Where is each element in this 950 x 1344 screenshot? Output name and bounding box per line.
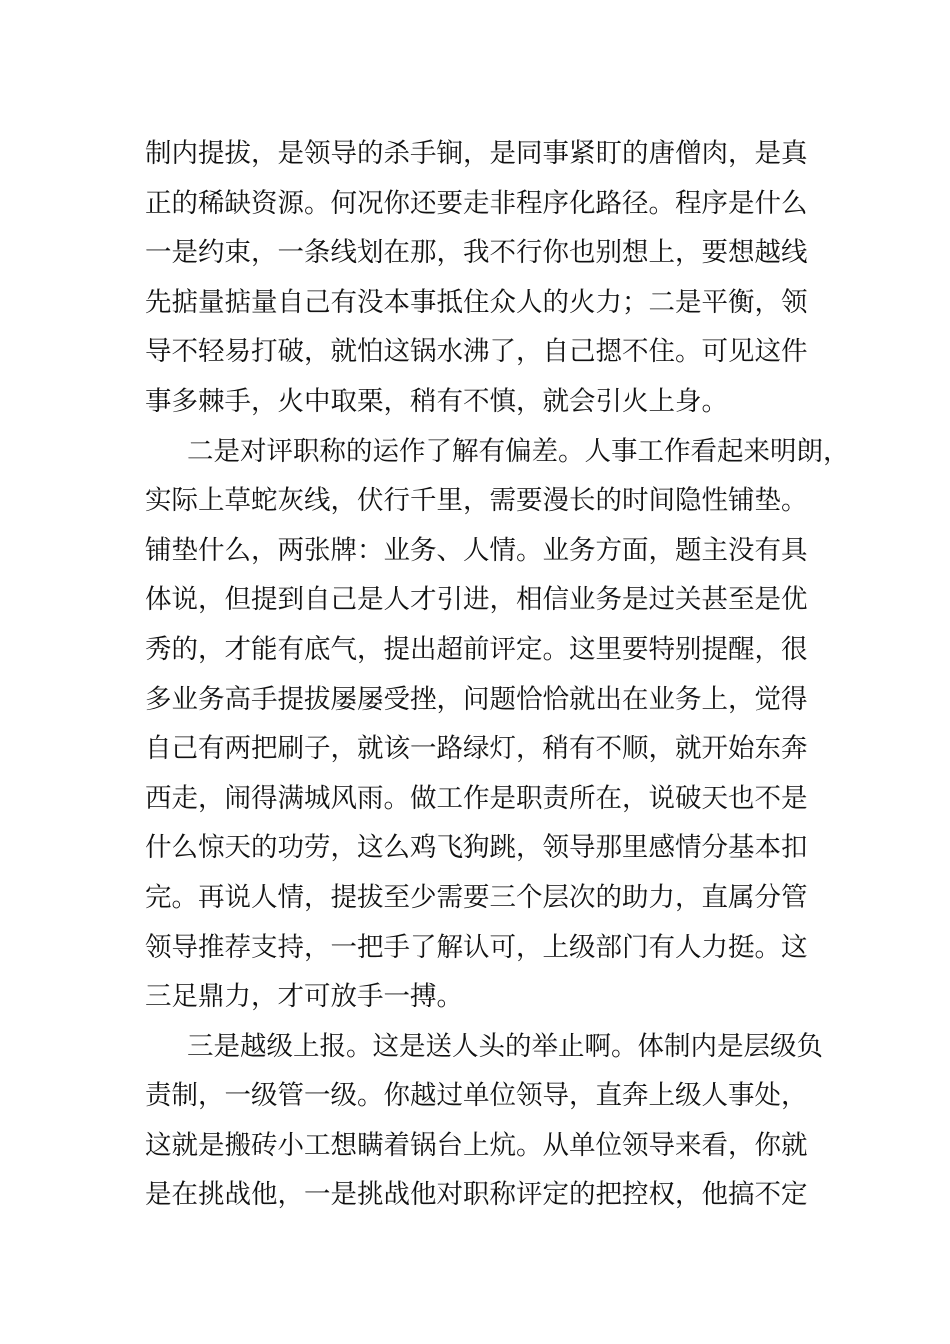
text-line: 这就是搬砖小工想瞒着锅台上炕。从单位领导来看，你就 — [145, 1129, 808, 1161]
paragraph — [145, 129, 825, 427]
body-text — [145, 129, 850, 1220]
text-line: 正的稀缺资源。何况你还要走非程序化路径。程序是什么 — [145, 187, 808, 219]
text-line: 是在挑战他，一是挑战他对职称评定的把控权，他搞不定 — [145, 1179, 808, 1211]
text-line: 体说，但提到自己是人才引进，相信业务是过关甚至是优 — [145, 584, 808, 616]
text-line: 制内提拔，是领导的杀手锏，是同事紧盯的唐僧肉，是真 — [145, 138, 808, 169]
paragraph — [145, 1022, 825, 1220]
text-line: 导不轻易打破，就怕这锅水沸了，自己摁不住。可见这件 — [145, 336, 808, 368]
text-line: 多业务高手提拔屡屡受挫，问题恰恰就出在业务上，觉得 — [145, 683, 808, 715]
text-line: 完。再说人情，提拔至少需要三个层次的助力，直属分管 — [145, 881, 808, 913]
text-line: 秀的，才能有底气，提出超前评定。这里要特别提醒，很 — [145, 633, 808, 665]
text-line: 事多棘手，火中取栗，稍有不慎，就会引火上身。 — [145, 385, 728, 417]
text-line: 二是对评职称的运作了解有偏差。人事工作看起来明朗， — [187, 435, 850, 467]
text-line: 西走，闹得满城风雨。做工作是职责所在，说破天也不是 — [145, 782, 808, 814]
text-line: 领导推荐支持，一把手了解认可，上级部门有人力挺。这 — [145, 931, 808, 963]
text-line: 先掂量掂量自己有没本事抵住众人的火力；二是平衡，领 — [145, 286, 808, 318]
text-line: 一是约束，一条线划在那，我不行你也别想上，要想越线 — [145, 237, 808, 269]
paragraph — [145, 427, 850, 1022]
text-line: 实际上草蛇灰线，伏行千里，需要漫长的时间隐性铺垫。 — [145, 485, 808, 517]
text-line: 责制，一级管一级。你越过单位领导，直奔上级人事处， — [145, 1080, 808, 1112]
text-line: 三足鼎力，才可放手一搏。 — [145, 981, 463, 1013]
text-line: 三是越级上报。这是送人头的举止啊。体制内是层级负 — [187, 1030, 823, 1062]
text-line: 自己有两把刷子，就该一路绿灯，稍有不顺，就开始东奔 — [145, 733, 808, 765]
text-line: 铺垫什么，两张牌：业务、人情。业务方面，题主没有具 — [145, 534, 808, 566]
text-line: 什么惊天的功劳，这么鸡飞狗跳，领导那里感情分基本扣 — [145, 832, 808, 864]
